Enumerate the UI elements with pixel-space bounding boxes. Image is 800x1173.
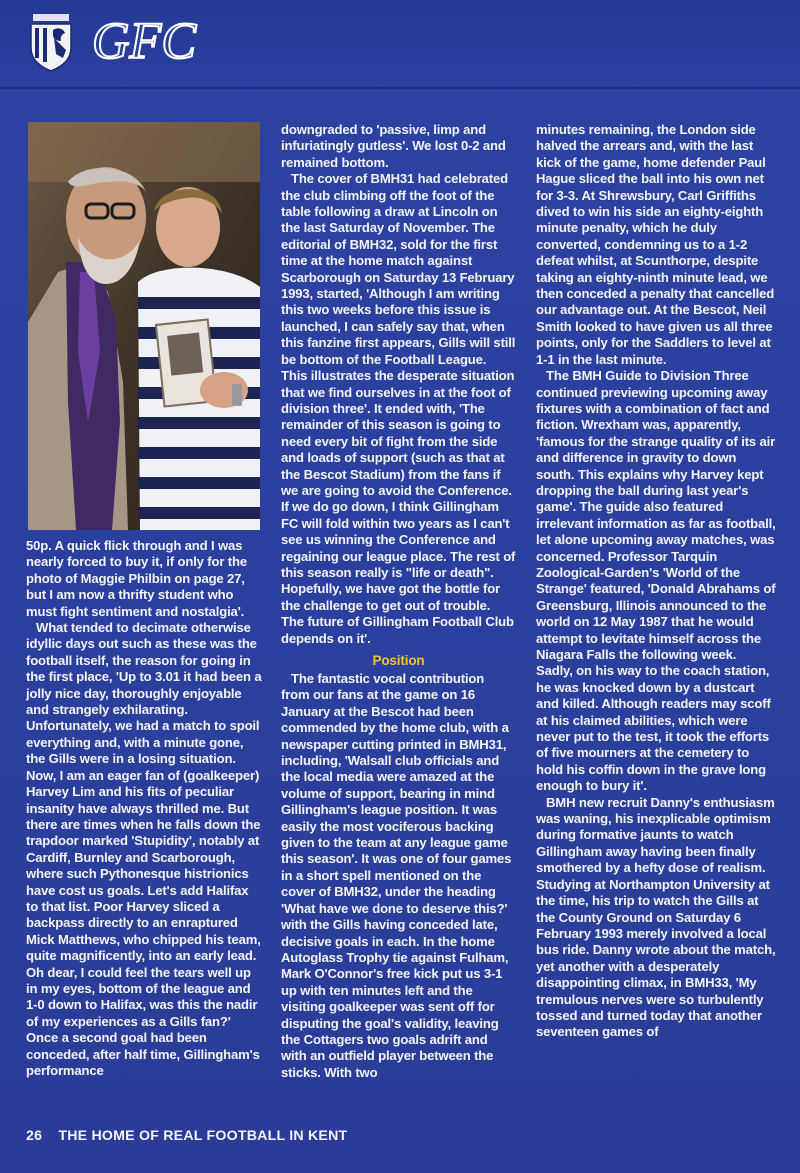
page-footer	[26, 1128, 347, 1148]
photo-fan-and-celebrity	[28, 122, 260, 530]
paragraph: The cover of BMH31 had celebrated the club climbing off the foot of the table following a draw at Lincoln on the last Saturday of November. The editorial of BMH32, sold for the first time at the home match against Scarborough on Saturday 13 February 1993, started, 'Although I am writing this two weeks before this issue is launched, I can safely say that, when this fanzine first appears, Gills will still be bottom of the Football League. This illustrates the desperate situation that we find ourselves in at the foot of division three'. It ended with, 'The remainder of this season is going to need every bit of fight from the side and loads of support (such as that at the Bescot Stadium) from the fans if we are going to avoid the Conference. If we do go down, I think Gillingham FC will fold within two years as I can't see us winning the Conference and regaining our league place. The rest of this season really is "life or death". Hopefully, we have got the bottle for the challenge to get out of trouble. The future of Gillingham Football Club depends on it'.	[281, 171, 516, 646]
paragraph: downgraded to 'passive, limp and infuriatingly gutless'. We lost 0-2 and remained bottom.	[281, 122, 506, 170]
gfc-monogram-logo	[88, 8, 196, 74]
text-column-3	[536, 122, 776, 1041]
page-number: 26	[26, 1128, 43, 1144]
text-column-2	[281, 122, 516, 1081]
header-divider	[0, 87, 800, 89]
gillingham-fc-crest-icon	[27, 14, 75, 72]
paragraph: minutes remaining, the London side halved the arrears and, with the last kick of the game, home defender Paul Hague sliced the ball into his own net for 3-3. At Shrewsbury, Carl Griffiths dived to win his side an eighty-eighth minute penalty, which he duly converted, condemning us to a 1-2 defeat whilst, at Scunthorpe, despite taking an eighty-ninth minute lead, we then conceded a penalty that cancelled our advantage out. At the Bescot, Neil Smith looked to have given us all three points, only for the Saddlers to level at 1-1 in the last minute.	[536, 122, 775, 367]
running-title: THE HOME OF REAL FOOTBALL IN KENT	[58, 1128, 348, 1144]
page-header	[0, 0, 800, 88]
text-column-1	[26, 538, 262, 1079]
paragraph: What tended to decimate otherwise idyllic days out such as these was the football itself, the reason for going in the first place, 'Up to 3.01 it had been a jolly nice day, thoroughly enjoyable and strangely exhilarating. Unfortunately, we had a match to spoil everything and, with a minute gone, the Gills were in a losing situation. Now, I am an eager fan of (goalkeeper) Harvey Lim and his fits of peculiar insanity have always thrilled me. But there are times when he falls down the trapdoor marked 'Stupidity', notably at Cardiff, Burnley and Scarborough, where such Pythonesque histrionics have cost us goals. Let's add Halifax to that list. Poor Harvey sliced a backpass directly to an enraptured Mick Matthews, who chipped his team, quite magnificently, into an early lead. Oh dear, I could feel the tears well up in my eyes, bottom of the league and 1-0 down to Halifax, was this the nadir of my experiences as a Gills fan?' Once a second goal had been conceded, after half time, Gillingham's performance	[26, 620, 262, 1078]
paragraph: The fantastic vocal contribution from our fans at the game on 16 January at the Bescot had been commended by the home club, with a newspaper cutting printed in BMH31, including, 'Walsall club officials and the local media were amazed at the volume of support, bearing in mind Gillingham's league position. It was easily the most vociferous backing given to the team at any league game this season'. It was one of four games in a short spell mentioned on the cover of BMH32, under the heading 'What have we done to deserve this?' with the Gills having conceded late, decisive goals in each. In the home Autoglass Trophy tie against Fulham, Mark O'Connor's free kick put us 3-1 up with ten minutes left and the visiting goalkeeper was sent off for disputing the goal's validity, leaving the Cottagers two goals adrift and with an outfield player between the sticks. With two	[281, 671, 512, 1080]
paragraph: The BMH Guide to Division Three continued previewing upcoming away fixtures with a combination of fact and fiction. Wrexham was, apparently, 'famous for the strange quality of its air and difference in gravity to down south. This explains why Harvey kept dropping the ball during last year's game'. The guide also featured irrelevant information as far as football, let alone upcoming away matches, was concerned. Professor Tarquin Zoological-Garden's 'World of the Strange' featured, 'Donald Abrahams of Greensburg, Illinois announced to the world on 12 May 1987 that he would attempt to levitate himself across the Niagara Falls the following week. Sadly, on his way to the coach station, he was knocked down by a dustcart and killed. Although readers may scoff at his claimed abilities, which were never put to the test, it took the efforts of five mourners at the cemetery to hold his coffin down in the grave long enough to bury it'.	[536, 368, 776, 794]
paragraph: BMH new recruit Danny's enthusiasm was waning, his inexplicable optimism during formative jaunts to watch Gillingham away having been finally smothered by a hefty dose of realism. Studying at Northampton University at the time, his trip to watch the Gills at the County Ground on Saturday 6 February 1993 merely involved a local bus ride. Danny wrote about the match, yet another with a desperately disappointing climax, in BMH33, 'My tremulous nerves were so turbulently tossed and turned today that another seventeen games of	[536, 794, 776, 1040]
paragraph: 50p. A quick flick through and I was nearly forced to buy it, if only for the photo of Maggie Philbin on page 27, but I am now a thrifty student who must fight sentiment and nostalgia'.	[26, 538, 247, 619]
photo-fan-and-celebrity-icon	[28, 122, 260, 530]
svg-text:GFC: GFC	[92, 13, 196, 70]
section-heading-position: Position	[372, 653, 425, 668]
